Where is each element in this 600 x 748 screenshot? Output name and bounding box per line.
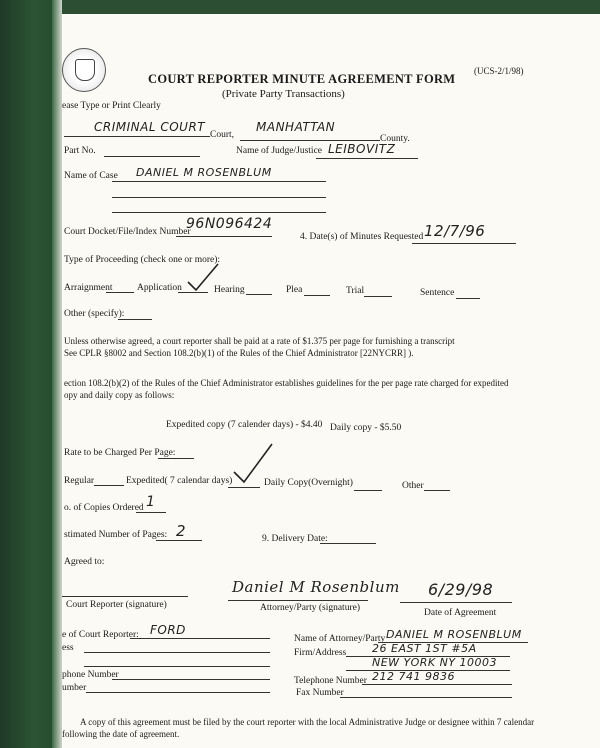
proceeding-arraignment[interactable]: Arraignment xyxy=(64,283,113,293)
charge-other[interactable]: Other xyxy=(402,481,424,491)
reporter-name-label: e of Court Reporter: xyxy=(62,630,139,640)
agreed-label: Agreed to: xyxy=(64,557,105,567)
expedited-rate: Expedited copy (7 calender days) - $4.40 xyxy=(166,420,323,430)
attorney-name-value[interactable]: DANIEL M ROSENBLUM xyxy=(386,628,522,641)
reporter-name-value[interactable]: FORD xyxy=(150,623,186,637)
dates-label: 4. Date(s) of Minutes Requested xyxy=(300,232,424,242)
proceeding-label: Type of Proceeding (check one or more): xyxy=(64,255,221,265)
form-subtitle: (Private Party Transactions) xyxy=(222,88,345,100)
form-title: COURT REPORTER MINUTE AGREEMENT FORM xyxy=(148,72,456,86)
docket-value[interactable]: 96N096424 xyxy=(186,216,273,232)
dates-value[interactable]: 12/7/96 xyxy=(424,222,486,240)
judge-value[interactable]: LEIBOVITZ xyxy=(328,142,396,156)
delivery-label: 9. Delivery Date: xyxy=(262,534,328,544)
footer-line-1: A copy of this agreement must be filed by the court reporter with the local Administrative Judge or designee within 7 calendar xyxy=(80,717,535,727)
reporter-fax-label: umber xyxy=(62,683,87,693)
case-name-label: Name of Case xyxy=(64,171,118,181)
attorney-name-label: Name of Attorney/Party xyxy=(294,634,386,644)
charge-regular[interactable]: Regular xyxy=(64,476,95,486)
reporter-phone-label: phone Number xyxy=(62,670,119,680)
firm-address-label: Firm/Address xyxy=(294,648,347,658)
binder-edge xyxy=(52,0,62,748)
daily-rate: Daily copy - $5.50 xyxy=(330,423,402,433)
attorney-phone-value[interactable]: 212 741 9836 xyxy=(372,670,455,683)
proceeding-sentence[interactable]: Sentence xyxy=(420,288,455,298)
agreement-date-label: Date of Agreement xyxy=(424,608,497,618)
top-binding-strip xyxy=(62,0,600,14)
attorney-signature-value[interactable]: Daniel M Rosenblum xyxy=(232,578,400,596)
attorney-fax-label: Fax Number xyxy=(296,688,344,698)
rates-paragraph-1-line-1: Unless otherwise agreed, a court reporter shall be paid at a rate of $1.375 per page for furnishing a transcript xyxy=(64,336,455,346)
court-label: Court, xyxy=(210,130,235,140)
charge-daily[interactable]: Daily Copy(Overnight) xyxy=(264,478,353,488)
copies-value[interactable]: 1 xyxy=(146,494,156,510)
rates-paragraph-1-line-2: See CPLR §8002 and Section 108.2(b)(1) of the Rules of the Chief Administrator [22NYCRR] ). xyxy=(64,348,414,358)
court-value[interactable]: CRIMINAL COURT xyxy=(94,120,206,134)
attorney-signature-label: Attorney/Party (signature) xyxy=(260,603,360,613)
attorney-phone-label: Telephone Number xyxy=(294,676,367,686)
firm-address-line-2[interactable]: NEW YORK NY 10003 xyxy=(372,656,498,669)
copies-label: o. of Copies Ordered xyxy=(64,503,144,513)
firm-address-line-1[interactable]: 26 EAST 1ST #5A xyxy=(372,642,477,655)
docket-label: Court Docket/File/Index Number xyxy=(64,227,191,237)
state-seal-icon xyxy=(62,48,106,92)
proceeding-hearing[interactable]: Hearing xyxy=(214,285,245,295)
reporter-signature-label: Court Reporter (signature) xyxy=(66,600,167,610)
pages-value[interactable]: 2 xyxy=(176,522,187,540)
form-number: (UCS-2/1/98) xyxy=(474,66,524,76)
reporter-address-label: ess xyxy=(62,643,74,653)
county-label: County. xyxy=(380,134,410,144)
rates-paragraph-2-line-2: opy and daily copy as follows: xyxy=(64,390,175,400)
rates-paragraph-2-line-1: ection 108.2(b)(2) of the Rules of the Chief Administrator establishes guidelines for the per page rate charged for expedited xyxy=(64,378,509,388)
pages-label: stimated Number of Pages: xyxy=(64,530,168,540)
part-label: Part No. xyxy=(64,146,96,156)
print-instruction: ease Type or Print Clearly xyxy=(62,101,161,111)
judge-label: Name of Judge/Justice xyxy=(236,146,323,156)
proceeding-other-label: Other (specify): xyxy=(64,309,125,319)
footer-line-2: following the date of agreement. xyxy=(62,729,180,739)
case-name-value[interactable]: DANIEL M ROSENBLUM xyxy=(136,166,272,179)
charge-label: Rate to be Charged Per Page: xyxy=(64,448,176,458)
proceeding-trial[interactable]: Trial xyxy=(346,286,365,296)
county-value[interactable]: MANHATTAN xyxy=(256,120,336,134)
proceeding-application[interactable]: Application xyxy=(137,283,182,293)
agreement-date-value[interactable]: 6/29/98 xyxy=(428,580,494,599)
charge-expedited[interactable]: Expedited( 7 calendar days) xyxy=(126,476,233,486)
proceeding-plea[interactable]: Plea xyxy=(286,285,303,295)
